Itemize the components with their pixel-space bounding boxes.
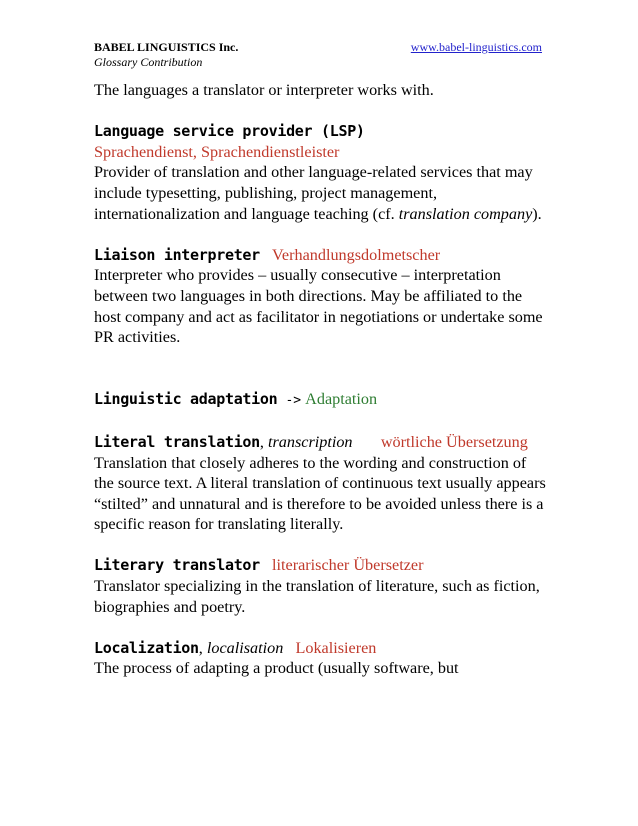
page-header — [94, 40, 238, 70]
header-subtitle: Glossary Contribution — [94, 55, 203, 69]
glossary-body — [94, 80, 546, 679]
entry-definition: Translation that closely adheres to the wording and construction of the source text. A literal translation of continuous text usually appears “stilted” and unnatural and is therefore to be avoided unless there is a specific reason for translating literally. — [94, 453, 546, 534]
entry-german: Lokalisieren — [295, 638, 377, 657]
glossary-entry-liaison-interpreter — [94, 245, 546, 348]
glossary-entry-literary-translator — [94, 555, 546, 617]
entry-definition: The process of adapting a product (usually software, but — [94, 659, 459, 678]
glossary-entry-linguistic-adaptation — [94, 389, 546, 412]
intro-text: The languages a translator or interpreter works with. — [94, 81, 434, 99]
entry-german: Verhandlungsdolmetscher — [272, 245, 441, 264]
entry-term: Literary translator — [94, 556, 260, 575]
entry-term: Liaison interpreter — [94, 245, 260, 264]
entry-variant: localisation — [206, 638, 284, 657]
entry-definition: Interpreter who provides – usually consecutive – interpretation between two languages in both directions. May be affiliated to the host company and act as facilitator in negotiations or undertake some PR activities. — [94, 266, 543, 347]
entry-definition: Translator specializing in the translation of literature, such as fiction, biographies and poetry. — [94, 577, 540, 616]
website-link[interactable]: www.babel-linguistics.com — [410, 40, 542, 54]
cross-reference: translation company — [398, 204, 533, 223]
entry-german: Sprachendienst, Sprachendienstleister — [94, 142, 340, 161]
entry-term: Linguistic adaptation — [94, 389, 278, 408]
see-reference: Adaptation — [305, 389, 378, 408]
entry-german: wörtliche Übersetzung — [380, 432, 528, 451]
glossary-entry-localization: Localization, localisation Lokalisieren The process of adapting a product (usually software, but — [94, 638, 546, 679]
entry-variant: transcription — [267, 432, 353, 451]
entry-german: literarischer Übersetzer — [272, 556, 424, 575]
entry-term: Localization — [94, 638, 199, 657]
company-name: BABEL LINGUISTICS Inc. — [94, 40, 239, 54]
glossary-entry-lsp — [94, 121, 546, 224]
see-arrow: -> — [285, 392, 302, 408]
entry-term: Literal translation — [94, 432, 260, 451]
entry-definition: Provider of translation and other language-related services that may include typesetting, publishing, project management, internationalization and language teaching (cf. translation company). — [94, 163, 542, 223]
glossary-entry-literal-translation: Literal translation, transcription wörtliche Übersetzung Translation that closely adheres to the wording and construction of the source text. A literal translation of continuous text usually appears “stilted” and unnatural and is therefore to be avoided unless there is a specific reason for translating literally. — [94, 432, 546, 534]
entry-term: Language service provider (LSP) — [94, 122, 365, 141]
